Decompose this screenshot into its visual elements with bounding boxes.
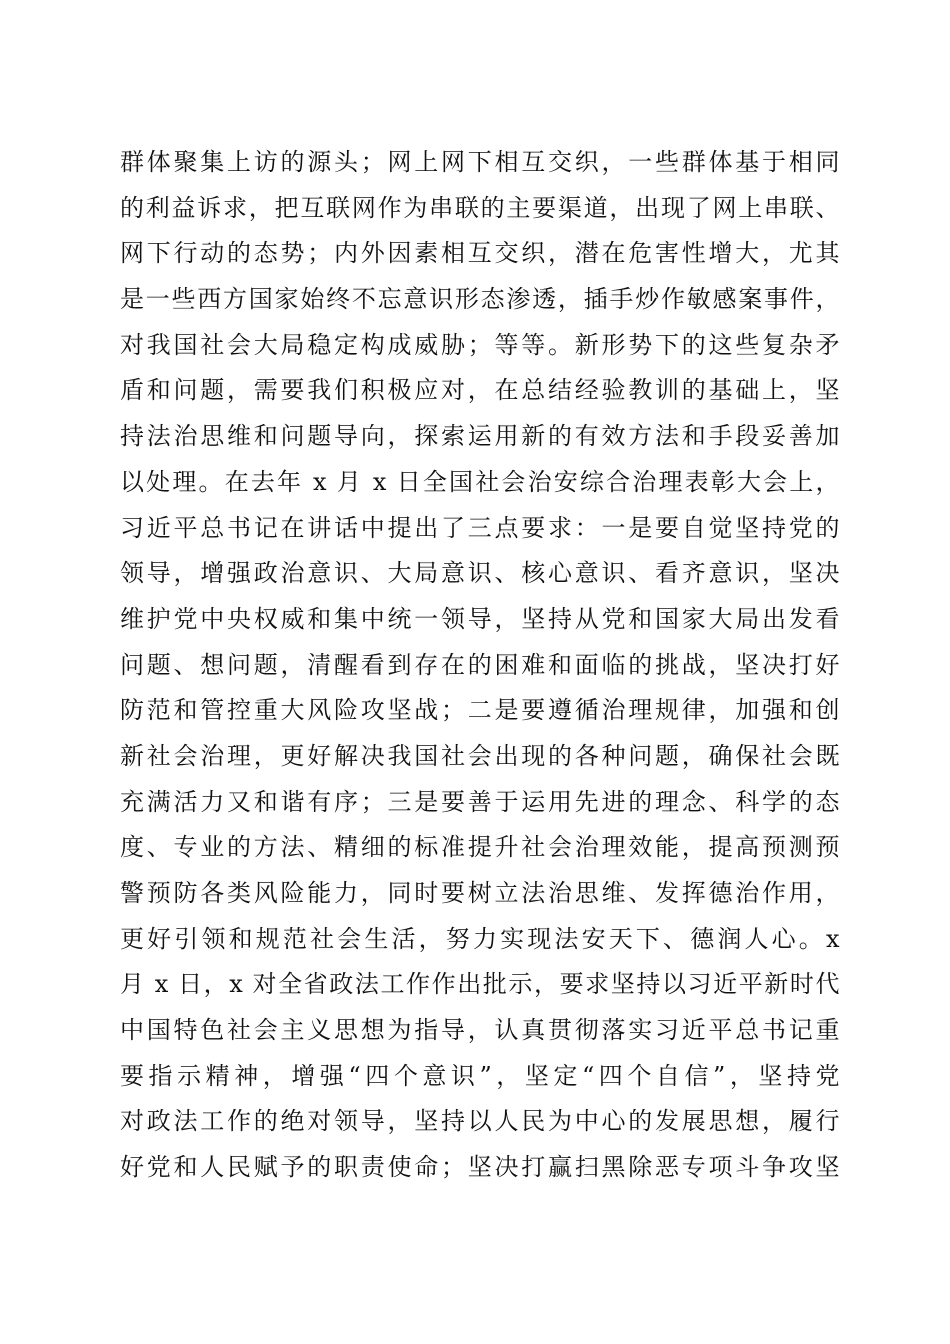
text-line-19: 月 x 日，x 对全省政法工作作出批示，要求坚持以习近平新时代 [120,970,840,999]
text-line-16: 度、专业的方法、精细的标准提升社会治理效能，提高预测预 [120,833,840,862]
text-line-7: 持法治思维和问题导向，探索运用新的有效方法和手段妥善加 [120,422,840,451]
text-line-12: 问题、想问题，清醒看到存在的困难和面临的挑战，坚决打好 [120,650,840,679]
text-line-10: 领导，增强政治意识、大局意识、核心意识、看齐意识，坚决 [120,559,840,588]
text-line-1: 群体聚集上访的源头；网上网下相互交织，一些群体基于相同 [120,148,840,176]
text-line-8: 以处理。在去年 x 月 x 日全国社会治安综合治理表彰大会上， [120,467,840,496]
text-line-15: 充满活力又和谐有序；三是要善于运用先进的理念、科学的态 [120,787,840,816]
text-line-14: 新社会治理，更好解决我国社会出现的各种问题，确保社会既 [120,741,840,770]
text-line-20: 中国特色社会主义思想为指导，认真贯彻落实习近平总书记重 [120,1016,840,1045]
text-line-11: 维护党中央权威和集中统一领导，坚持从党和国家大局出发看 [120,604,840,633]
text-line-22: 对政法工作的绝对领导，坚持以人民为中心的发展思想，履行 [120,1107,840,1136]
text-line-21: 要指示精神，增强“四个意识”，坚定“四个自信”，坚持党 [120,1061,840,1090]
text-line-9: 习近平总书记在讲话中提出了三点要求：一是要自觉坚持党的 [120,513,840,542]
text-line-6: 盾和问题，需要我们积极应对，在总结经验教训的基础上，坚 [120,376,840,405]
text-line-17: 警预防各类风险能力，同时要树立法治思维、发挥德治作用， [120,879,840,907]
text-line-2: 的利益诉求，把互联网作为串联的主要渠道，出现了网上串联、 [120,193,840,222]
text-line-13: 防范和管控重大风险攻坚战；二是要遵循治理规律，加强和创 [120,696,840,725]
text-line-3: 网下行动的态势；内外因素相互交织，潜在危害性增大，尤其 [120,239,840,268]
text-line-18: 更好引领和规范社会生活，努力实现法安天下、德润人心。x [120,924,840,953]
text-line-4: 是一些西方国家始终不忘意识形态渗透，插手炒作敏感案事件， [120,285,840,314]
text-line-23: 好党和人民赋予的职责使命；坚决打赢扫黑除恶专项斗争攻坚 [120,1153,840,1182]
text-line-5: 对我国社会大局稳定构成威胁；等等。新形势下的这些复杂矛 [120,330,840,359]
body-text [120,140,840,1191]
